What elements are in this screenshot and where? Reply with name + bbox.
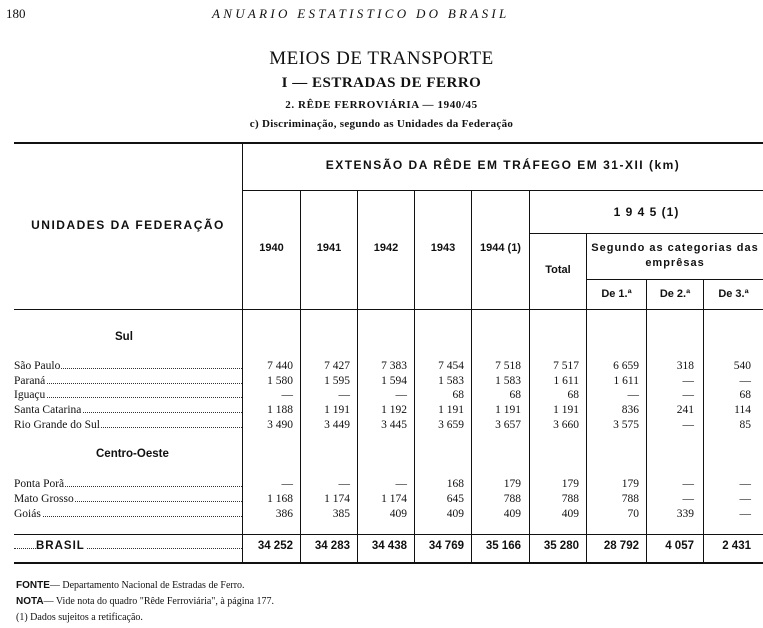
col-header-1942: 1942 (373, 242, 399, 254)
span-header: EXTENSÃO DA RÊDE EM TRÁFEGO EM 31-XII (km) (325, 158, 681, 172)
footnote-1: (1) Dados sujeitos a retificação. (16, 612, 143, 623)
table-cell: 409 (503, 508, 521, 520)
col-header-de-3a: De 3.ª (718, 288, 749, 300)
unit-label: Rio Grande do Sul (14, 419, 100, 431)
unit-label: Paraná (14, 375, 46, 387)
unit-label: Ponta Porã (14, 478, 65, 490)
table-cell: 3 490 (267, 419, 293, 431)
table-cell: 1 188 (267, 404, 293, 416)
table-cell: 35 280 (543, 540, 579, 552)
table-cell: — (739, 478, 751, 490)
table-cell: 68 (739, 389, 751, 401)
table-cell: 1 174 (324, 493, 350, 505)
table-cell: 788 (621, 493, 639, 505)
table-cell: 7 518 (495, 360, 521, 372)
table-cell: 2 431 (722, 540, 751, 552)
table-cell: 1 191 (438, 404, 464, 416)
table-cell: — (281, 478, 293, 490)
table-cell: 1 191 (553, 404, 579, 416)
table-cell: 3 657 (495, 419, 521, 431)
table-cell: — (338, 478, 350, 490)
running-title: ANUARIO ESTATISTICO DO BRASIL (212, 6, 510, 21)
table-row (0, 389, 763, 403)
table-cell: 1 168 (267, 493, 293, 505)
header-bottom-rule (14, 309, 763, 310)
col-header-total: Total (545, 264, 571, 276)
page-number: 180 (6, 6, 26, 21)
table-cell: — (627, 389, 639, 401)
table-cell: 1 583 (438, 375, 464, 387)
table-cell: 3 659 (438, 419, 464, 431)
fonte-text: — Departamento Nacional de Estradas de Ferro. (49, 580, 245, 591)
table-cell: 7 517 (553, 360, 579, 372)
table-cell: 1 594 (381, 375, 407, 387)
table-cell: 1 192 (381, 404, 407, 416)
table-cell: 3 660 (553, 419, 579, 431)
table-cell: 114 (734, 404, 751, 416)
table-cell: — (395, 478, 407, 490)
table-cell: 179 (561, 478, 579, 490)
table-cell: — (338, 389, 350, 401)
table-cell: — (739, 508, 751, 520)
table-cell: 385 (332, 508, 350, 520)
table-cell: 1 583 (495, 375, 521, 387)
table-row (0, 375, 763, 389)
leader-dots (14, 383, 242, 384)
span-header-rule (243, 190, 763, 191)
unit-name (14, 419, 242, 431)
main-title: MEIOS DE TRANSPORTE (269, 48, 494, 69)
region-heading-sul: Sul (115, 331, 133, 343)
table-cell: 7 440 (267, 360, 293, 372)
col-header-1940: 1940 (259, 242, 284, 254)
table-cell: 3 575 (613, 419, 639, 431)
table-cell: 7 454 (438, 360, 464, 372)
table-cell: 28 792 (603, 540, 639, 552)
table-cell: — (395, 389, 407, 401)
unit-label: Mato Grosso (14, 493, 74, 505)
unit-name (14, 375, 242, 387)
table-cell: 168 (446, 478, 464, 490)
unit-label: Santa Catarina (14, 404, 82, 416)
table-cell: 4 057 (665, 540, 694, 552)
table-cell: 3 445 (381, 419, 407, 431)
table-cell: 386 (275, 508, 293, 520)
unit-name (14, 404, 242, 416)
table-top-rule (14, 142, 763, 144)
rule-1945-group (529, 233, 763, 234)
table-cell: 788 (503, 493, 521, 505)
unit-name (14, 508, 242, 520)
table-cell: — (682, 419, 694, 431)
rule-categories (586, 279, 763, 280)
table-cell: 7 383 (381, 360, 407, 372)
table-cell: 34 438 (371, 540, 407, 552)
table-cell: 179 (621, 478, 639, 490)
unit-label: BRASIL (36, 540, 85, 552)
region-heading-centro-oeste: Centro-Oeste (96, 448, 169, 460)
table-cell: 68 (452, 389, 464, 401)
table-cell: — (682, 478, 694, 490)
table-cell: 179 (503, 478, 521, 490)
table-cell: 34 283 (314, 540, 350, 552)
col-header-de-2a: De 2.ª (659, 288, 691, 300)
table-row (0, 360, 763, 374)
categories-header: Segundo as categorias das emprêsas (591, 242, 759, 269)
table-cell: — (739, 493, 751, 505)
nota-text: — Vide nota do quadro "Rêde Ferroviária", à página 177. (43, 596, 274, 607)
fonte-label: FONTE (16, 580, 50, 591)
table-cell: — (281, 389, 293, 401)
table-cell: — (682, 389, 694, 401)
table-cell: 85 (739, 419, 751, 431)
col-header-1943: 1943 (430, 242, 456, 254)
table-row (0, 493, 763, 507)
table-cell: 836 (621, 404, 639, 416)
table-cell: — (682, 493, 694, 505)
unit-label: Goiás (14, 508, 41, 520)
total-row (0, 540, 763, 554)
table-row (0, 404, 763, 418)
table-cell: 35 166 (485, 540, 521, 552)
table-cell: — (739, 375, 751, 387)
table-cell: 1 191 (324, 404, 350, 416)
footnote-fonte (16, 580, 245, 591)
unit-name (14, 493, 242, 505)
table-cell: 1 611 (553, 375, 579, 387)
col-header-1944: 1944 (1) (480, 242, 521, 254)
table-cell: 409 (389, 508, 407, 520)
table-cell: 3 449 (324, 419, 350, 431)
table-cell: 6 659 (613, 360, 639, 372)
unit-label: São Paulo (14, 360, 61, 372)
nota-label: NOTA (16, 596, 44, 607)
table-cell: 788 (561, 493, 579, 505)
table-cell: 1 595 (324, 375, 350, 387)
table-cell: 318 (676, 360, 694, 372)
leader-dots (14, 397, 242, 398)
col-header-de-1a: De 1.ª (601, 288, 632, 300)
table-cell: 68 (567, 389, 579, 401)
footnote-nota (16, 596, 274, 607)
table-cell: 1 611 (613, 375, 639, 387)
table-cell: 7 427 (324, 360, 350, 372)
subsection-title: 2. RÊDE FERROVIÁRIA — 1940/45 (285, 99, 478, 111)
table-cell: 645 (446, 493, 464, 505)
unit-name (14, 478, 242, 490)
table-cell: 409 (561, 508, 579, 520)
table-caption: c) Discriminação, segundo as Unidades da Federação (249, 118, 514, 130)
table-row (0, 478, 763, 492)
table-cell: — (682, 375, 694, 387)
table-cell: 1 191 (495, 404, 521, 416)
col-header-1941: 1941 (316, 242, 342, 254)
table-cell: 34 252 (257, 540, 293, 552)
section-title: I — ESTRADAS DE FERRO (281, 75, 482, 91)
table-cell: 540 (733, 360, 751, 372)
table-cell: 409 (446, 508, 464, 520)
table-cell: 34 769 (428, 540, 464, 552)
table-cell: 1 580 (267, 375, 293, 387)
unit-label: Iguaçu (14, 389, 46, 401)
unit-name (14, 360, 242, 372)
table-cell: 1 174 (381, 493, 407, 505)
leader-dots (14, 516, 242, 517)
table-row (0, 508, 763, 522)
total-row-label (14, 540, 242, 552)
table-cell: 241 (676, 404, 694, 416)
total-row-top-rule (14, 534, 763, 535)
year-1945-header: 1 9 4 5 (1) (613, 205, 680, 219)
table-cell: 68 (509, 389, 521, 401)
table-bottom-rule (14, 562, 763, 564)
table-cell: 70 (627, 508, 639, 520)
unit-name (14, 389, 242, 401)
table-cell: 339 (676, 508, 694, 520)
stub-header: UNIDADES DA FEDERAÇÃO (31, 218, 225, 232)
table-row (0, 419, 763, 433)
